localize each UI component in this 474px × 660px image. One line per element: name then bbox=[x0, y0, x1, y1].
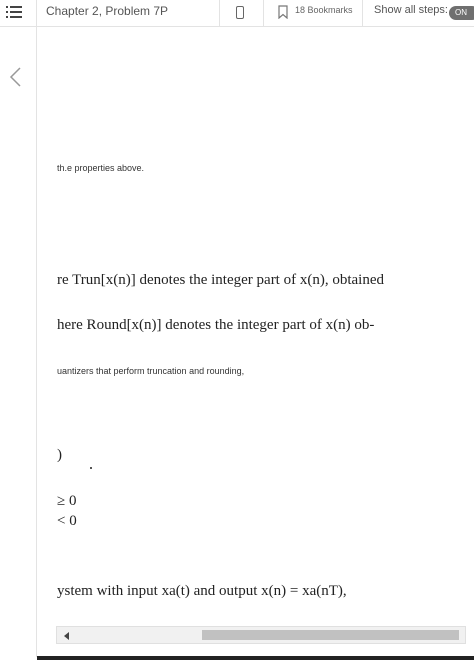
show-steps-toggle[interactable]: ON bbox=[449, 6, 474, 20]
content-line: th.e properties above. bbox=[57, 163, 145, 173]
scroll-thumb[interactable] bbox=[202, 630, 459, 640]
content-line: ≥ 0 bbox=[57, 493, 77, 509]
content-line: ) bbox=[57, 447, 62, 463]
top-bar bbox=[0, 0, 474, 27]
phone-icon[interactable] bbox=[236, 6, 244, 19]
chevron-left-icon[interactable] bbox=[9, 67, 23, 92]
show-all-steps-label: Show all steps: bbox=[374, 4, 448, 16]
menu-icon[interactable] bbox=[6, 6, 22, 20]
content-line: uantizers that perform truncation and rounding, bbox=[57, 366, 245, 376]
scroll-left-arrow-icon[interactable] bbox=[64, 632, 69, 640]
solution-content bbox=[37, 27, 474, 625]
stray-mark bbox=[90, 467, 92, 469]
page-title: Chapter 2, Problem 7P bbox=[46, 4, 169, 18]
bookmark-icon[interactable] bbox=[278, 5, 288, 24]
content-line: ystem with input xa(t) and output x(n) = xa(nT), bbox=[57, 583, 347, 599]
sidebar bbox=[0, 27, 37, 657]
bottom-bar bbox=[37, 656, 474, 660]
bookmarks-count[interactable]: 18 Bookmarks bbox=[295, 5, 353, 15]
horizontal-scrollbar[interactable] bbox=[56, 626, 466, 644]
content-line: re Trun[x(n)] denotes the integer part of x(n), obtained bbox=[57, 272, 384, 288]
content-line: here Round[x(n)] denotes the integer part of x(n) ob- bbox=[57, 317, 375, 333]
content-line: < 0 bbox=[57, 513, 77, 529]
